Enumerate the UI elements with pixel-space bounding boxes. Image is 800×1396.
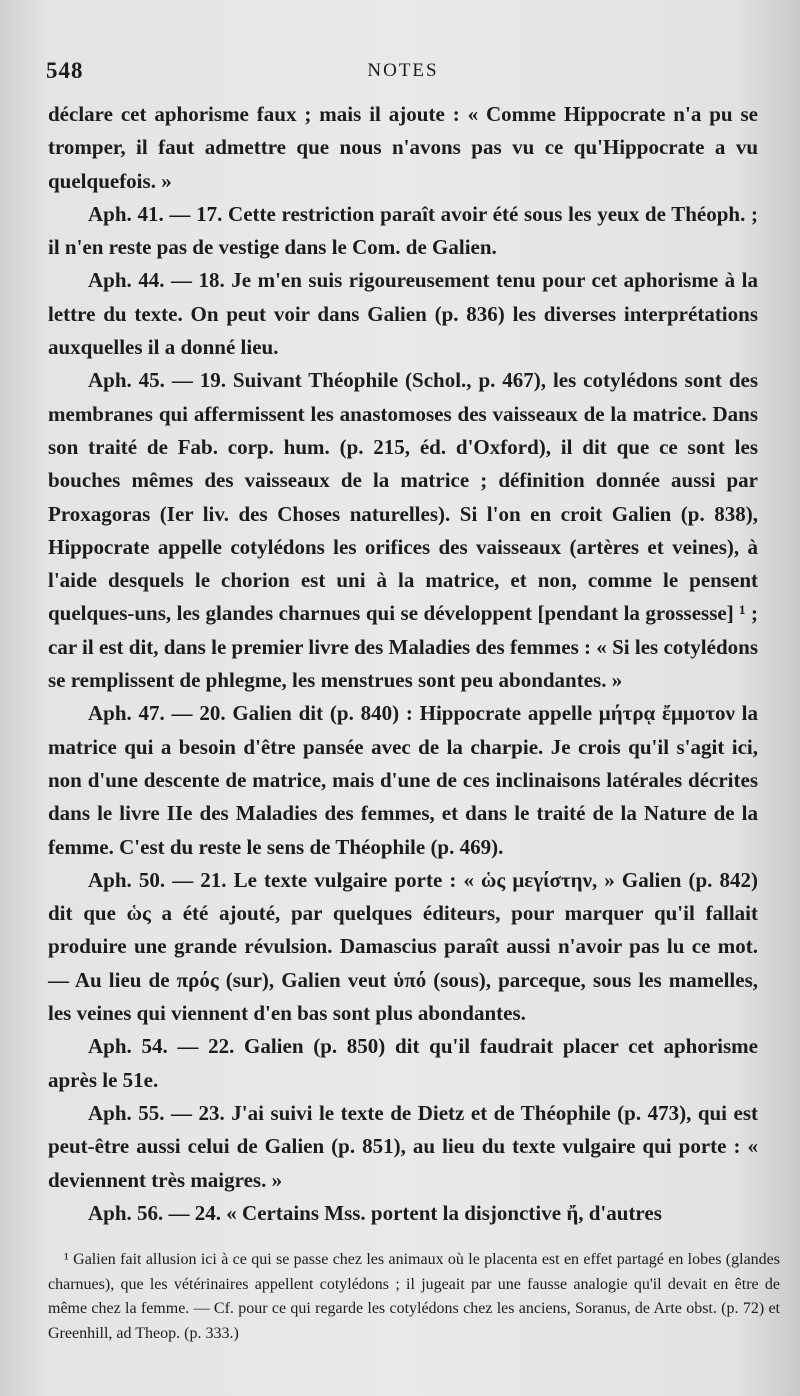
paragraph: Aph. 41. — 17. Cette restriction paraît avoir été sous les yeux de Théoph. ; il n'en reste pas de vestige dans le Com. de Galien. bbox=[48, 201, 758, 260]
page-header bbox=[46, 58, 760, 90]
footnotes bbox=[48, 1248, 780, 1346]
page-number: 548 bbox=[46, 58, 84, 83]
paragraph: Aph. 55. — 23. J'ai suivi le texte de Dietz et de Théophile (p. 473), qui est peut-être aussi celui de Galien (p. 851), au lieu du texte vulgaire qui porte : « deviennent très maigres. » bbox=[48, 1100, 758, 1192]
paragraph: Aph. 54. — 22. Galien (p. 850) dit qu'il faudrait placer cet aphorisme après le 51e. bbox=[48, 1034, 758, 1092]
paragraph: Aph. 47. — 20. Galien dit (p. 840) : Hippocrate appelle μήτρᾳ ἔμμοτον la matrice qui a besoin d'être pansée avec de la charpie. Je crois qu'il s'agit ici, non d'une descente de matrice, mais d'une de ces inclinaisons latérales décrites dans le livre IIe des Maladies des femmes, et dans le traité de la Nature de la femme. C'est du reste le sens de Théophile (p. 469). bbox=[48, 701, 758, 859]
paragraph: déclare cet aphorisme faux ; mais il ajoute : « Comme Hippocrate n'a pu se tromper, il faut admettre que nous n'avons pas vu ce qu'Hippocrate a vu quelquefois. » bbox=[48, 102, 758, 193]
running-title: NOTES bbox=[367, 60, 439, 81]
paragraph: Aph. 56. — 24. « Certains Mss. portent la disjonctive ἤ, d'autres bbox=[88, 1200, 662, 1225]
paragraph: Aph. 50. — 21. Le texte vulgaire porte : « ὡς μεγίστην, » Galien (p. 842) dit que ὡς a été ajouté, par quelques éditeurs, pour marquer qu'il fallait produire une grande révulsion. Damascius paraît aussi n'avoir pas lu ce mot. — Au lieu de πρός (sur), Galien veut ὑπό (sous), parceque, sous les mamelles, les veines qui viennent d'en bas sont plus abondantes. bbox=[48, 867, 758, 1026]
main-text bbox=[48, 98, 758, 1230]
paragraph: Aph. 45. — 19. Suivant Théophile (Schol., p. 467), les cotylédons sont des membranes qui affermissent les anastomoses des vaisseaux de la matrice. Dans son traité de Fab. corp. hum. (p. 215, éd. d'Oxford), il dit que ce sont les bouches mêmes des vaisseaux de la matrice ; définition donnée aussi par Proxagoras (Ier liv. des Choses naturelles). Si l'on en croit Galien (p. 838), Hippocrate appelle cotylédons les orifices des vaisseaux (artères et veines), à l'aide desquels le chorion est uni à la matrice, et non, comme le pensent quelques-uns, les glandes charnues qui se développent [pendant la grossesse] ¹ ; car il est dit, dans le premier livre des Maladies des femmes : « Si les cotylédons se remplissent de phlegme, les menstrues sont peu abondantes. » bbox=[48, 368, 758, 693]
paragraph: Aph. 44. — 18. Je m'en suis rigoureusement tenu pour cet aphorisme à la lettre du texte. On peut voir dans Galien (p. 836) les diverses interprétations auxquelles il a donné lieu. bbox=[48, 268, 758, 360]
footnote: ¹ Galien fait allusion ici à ce qui se passe chez les animaux où le placenta est en effet partagé en lobes (glandes charnues), que les vétérinaires appellent cotylédons ; il jugeait par une fausse analogie qu'il devait en être de même chez la femme. — Cf. pour ce qui regarde les cotylédons chez les anciens, Soranus, de Arte obst. (p. 72) et Greenhill, ad Theop. (p. 333.) bbox=[48, 1251, 780, 1342]
